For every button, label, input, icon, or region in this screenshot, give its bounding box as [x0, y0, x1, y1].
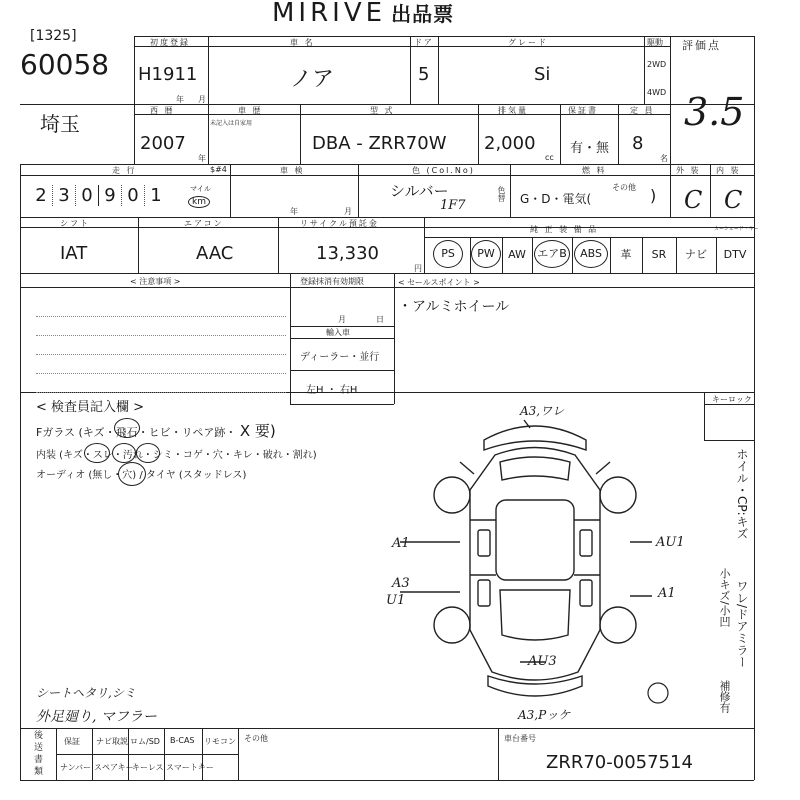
displacement-value: 2,000	[484, 133, 536, 154]
exterior-value: C	[684, 186, 703, 214]
color-label: 色 (Col.No)	[412, 166, 475, 175]
warranty-label: 保証書	[568, 106, 598, 115]
inspector-handwritten1: シートヘタリ,シミ	[36, 686, 136, 700]
shift-value: IAT	[60, 243, 88, 264]
mark-circle	[118, 462, 146, 486]
color-value: シルバー	[390, 182, 449, 200]
grade-label: グレード	[508, 38, 548, 47]
fuel-other: その他	[612, 183, 636, 192]
mark-circle	[114, 418, 140, 438]
car-name-label: 車 名	[290, 38, 315, 47]
drive-2wd: 2WD	[647, 60, 667, 69]
sales-point-value: ・アルミホイール	[398, 299, 510, 315]
mark-circle	[84, 443, 110, 463]
notes-lines	[36, 298, 286, 393]
form-name: 出品票	[391, 2, 455, 26]
mark-left-front: A1	[392, 536, 410, 551]
recycle-unit: 円	[414, 264, 422, 273]
aircon-label: エアコン	[184, 219, 224, 228]
legend-2: ワレ/ドアミラー	[735, 580, 749, 669]
capacity-unit: 名	[660, 154, 668, 163]
inspector-line2: 内装 (キズ・スレ・汚れ・シミ・コゲ・穴・キレ・破れ・割れ)	[36, 450, 317, 461]
year-unit: 年	[176, 95, 184, 104]
footer-c0b: ナンバー	[60, 763, 92, 772]
equip-aw: AW	[508, 247, 526, 261]
mileage-digit: 3	[53, 185, 76, 206]
equip-airbag: エアB	[532, 237, 572, 271]
inspector-label: < 検査員記入欄 >	[36, 400, 145, 415]
mileage-digit: 9	[99, 185, 122, 206]
lot-ref: [1325]	[30, 28, 77, 44]
model-label: 型 式	[370, 106, 395, 115]
equip-ps: PS	[426, 237, 470, 271]
inspector-handwritten2: 外足廻り, マフラー	[36, 709, 157, 725]
footer-c4a: リモコン	[204, 737, 236, 746]
mileage-digit: 1	[150, 185, 162, 206]
lot-number: 60058	[20, 48, 110, 81]
rear-glass	[500, 590, 570, 640]
inspector-line3: オーディオ (無し・穴) / タイヤ (スタッドレス)	[36, 470, 247, 481]
wheel	[434, 477, 470, 513]
capacity-value: 8	[632, 133, 644, 154]
mileage-digit: 0	[122, 185, 145, 206]
wheel	[600, 607, 636, 643]
drive-label: 駆動	[647, 38, 663, 47]
km-unit: km	[188, 196, 210, 208]
recycle-label: リサイクル預託金	[300, 219, 379, 228]
interior-value: C	[724, 186, 743, 214]
mileage-digit: 2	[30, 185, 53, 206]
footer-c3a: B-CAS	[170, 736, 195, 745]
shift-label: シフト	[60, 219, 90, 228]
shaken-month-unit: 月	[344, 207, 352, 216]
equip-dtv: DTV	[723, 247, 747, 261]
mark-circle	[136, 443, 160, 463]
steering-value: 左H ・ 右H	[306, 385, 358, 396]
fuel-options: G・D・電気(	[520, 192, 592, 206]
rear-bumper	[488, 676, 582, 696]
doors-label: ドア	[414, 38, 434, 47]
body-outline	[470, 448, 600, 681]
hood	[500, 457, 570, 480]
rating-label: 評価点	[682, 39, 721, 52]
grade-value: Si	[534, 64, 551, 85]
legend-4: 補修有	[718, 680, 731, 713]
displacement-label: 排気量	[498, 106, 528, 115]
year-label: 西 暦	[150, 106, 175, 115]
form-title	[272, 0, 454, 28]
legend-3: 小キズ/小凹	[718, 568, 731, 627]
rating-value: 3.5	[684, 90, 745, 134]
front-bumper	[484, 426, 586, 450]
sunroof-label: カーシェード・キー	[714, 226, 759, 232]
reg-expiry-day: 日	[376, 315, 384, 324]
shaken-year-unit: 年	[290, 207, 298, 216]
mark-rear-center: AU3	[528, 654, 557, 669]
mark-left-rear-1: A3	[392, 576, 410, 591]
footer-c3b: スマートキー	[166, 763, 214, 772]
import-label: 輸入車	[326, 328, 350, 337]
car-name-value: ノア	[290, 67, 335, 92]
color-code: 1F7	[440, 198, 466, 213]
sales-point-label: < セールスポイント >	[398, 278, 480, 287]
color-change-label: 色替	[497, 186, 506, 202]
recycle-value: 13,330	[316, 243, 379, 264]
mark-top: A3,ワレ	[520, 404, 565, 418]
drive-4wd: 4WD	[647, 88, 667, 97]
brand-name: MIRIVE	[272, 0, 387, 28]
fuel-close: )	[650, 186, 657, 205]
footer-c1a: ナビ取説	[96, 737, 128, 746]
shaken-label: 車 検	[280, 166, 305, 175]
aircon-value: AAC	[196, 243, 234, 264]
mark-right-rear: A1	[658, 586, 676, 601]
keyless-label: キーロック	[712, 395, 752, 404]
month-unit: 月	[198, 95, 206, 104]
warranty-value: 有・無	[570, 141, 610, 156]
displacement-unit: cc	[545, 153, 554, 162]
chassis-value: ZRR70-0057514	[546, 752, 693, 773]
inspector-glass: Fガラス (キズ・飛石・ヒビ・リペア跡・	[36, 426, 237, 439]
year-value: 2007	[140, 133, 186, 154]
first-reg-value: H1911	[138, 64, 198, 85]
fuel-label: 燃 料	[582, 166, 607, 175]
equipment-label: 純 正 装 備 品	[530, 225, 599, 234]
mile-unit: マイル	[190, 185, 211, 193]
mark-right-front: AU1	[656, 535, 685, 550]
footer-c0a: 保証	[64, 737, 80, 746]
wheel	[434, 607, 470, 643]
notes-label: < 注意事項 >	[130, 277, 181, 286]
footer-other: その他	[244, 734, 268, 743]
footer-side-label: 後 送 書 類	[34, 731, 44, 777]
year-unit-2: 年	[198, 154, 206, 163]
equip-abs: ABS	[572, 237, 610, 271]
first-reg-label: 初度登録	[150, 38, 190, 47]
footer-c2b: キーレス	[132, 763, 164, 772]
equip-sr: SR	[651, 247, 667, 261]
mileage-digits	[30, 185, 167, 206]
doors-value: 5	[418, 64, 430, 85]
mileage-label: 走 行	[112, 166, 137, 175]
inspector-line1	[36, 420, 276, 441]
roof	[496, 500, 574, 580]
prefecture: 埼玉	[40, 112, 80, 136]
car-diagram	[400, 410, 670, 720]
legend-1: ホイル・CP:キズ	[735, 448, 749, 540]
mark-circle	[112, 443, 136, 463]
wheel	[600, 477, 636, 513]
mark-left-rear-2: U1	[386, 593, 406, 608]
inspector-glass-extra: X 要)	[239, 422, 276, 440]
mileage-digit: 0	[76, 185, 99, 206]
inspection-note: 未記入は自家用	[210, 120, 253, 127]
equip-navi: ナビ	[685, 248, 707, 261]
equip-pw: PW	[470, 237, 502, 271]
interior-label: 内 装	[716, 166, 741, 175]
reg-expiry-month: 月	[338, 315, 346, 324]
capacity-label: 定 員	[630, 106, 655, 115]
mark-bottom: A3,Pッケ	[518, 708, 571, 722]
meter-label: $#4	[210, 165, 227, 174]
inspection-label: 車 歴	[238, 106, 263, 115]
footer-c2a: ロム/SD	[130, 737, 160, 746]
equip-leather: 革	[620, 248, 632, 261]
footer-c1b: スペアキー	[94, 763, 134, 772]
chassis-label: 車台番号	[504, 734, 536, 743]
reg-expiry-label: 登録抹消有効期限	[300, 277, 364, 286]
model-value: DBA - ZRR70W	[312, 133, 447, 154]
import-value: ディーラー・並行	[300, 352, 380, 363]
exterior-label: 外 装	[676, 166, 701, 175]
